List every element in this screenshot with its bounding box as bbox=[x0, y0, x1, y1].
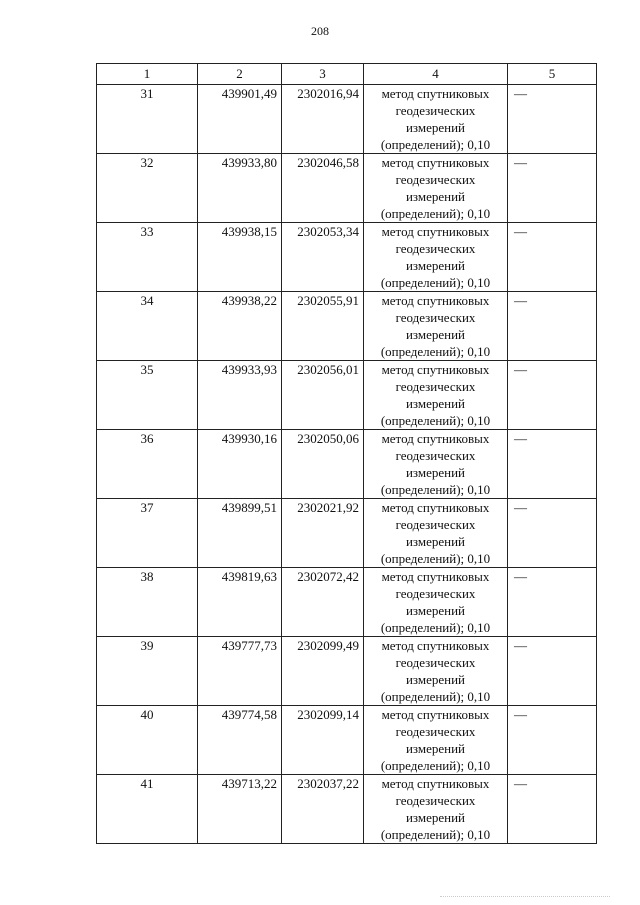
x-coordinate-cell: 439899,51 bbox=[198, 499, 282, 568]
note-cell: — bbox=[508, 154, 597, 223]
method-text-line: метод спутниковых bbox=[381, 638, 490, 653]
method-text-line: метод спутниковых bbox=[381, 155, 490, 170]
x-coordinate-cell: 439713,22 bbox=[198, 775, 282, 844]
method-cell bbox=[364, 637, 508, 706]
page-number: 208 bbox=[311, 24, 329, 38]
method-text-line: измерений bbox=[405, 534, 466, 549]
table-row bbox=[97, 568, 597, 637]
y-coordinate-cell: 2302046,58 bbox=[282, 154, 364, 223]
x-coordinate-cell: 439819,63 bbox=[198, 568, 282, 637]
table-row bbox=[97, 85, 597, 154]
x-coordinate-cell: 439933,93 bbox=[198, 361, 282, 430]
method-text-line: измерений bbox=[405, 465, 466, 480]
y-coordinate-cell: 2302053,34 bbox=[282, 223, 364, 292]
method-text-line: метод спутниковых bbox=[381, 776, 490, 791]
method-text-line: (определений); 0,10 bbox=[380, 758, 491, 773]
note-cell: — bbox=[508, 775, 597, 844]
column-header: 3 bbox=[282, 64, 364, 85]
y-coordinate-cell: 2302050,06 bbox=[282, 430, 364, 499]
table-row bbox=[97, 430, 597, 499]
method-text-line: (определений); 0,10 bbox=[380, 206, 491, 221]
table-body bbox=[97, 85, 597, 844]
point-number-cell: 32 bbox=[97, 154, 198, 223]
scan-artifact bbox=[440, 896, 610, 901]
point-number-cell: 41 bbox=[97, 775, 198, 844]
method-cell bbox=[364, 706, 508, 775]
method-text-line: измерений bbox=[405, 810, 466, 825]
method-text-line: (определений); 0,10 bbox=[380, 344, 491, 359]
table-row bbox=[97, 361, 597, 430]
column-header: 4 bbox=[364, 64, 508, 85]
point-number-cell: 36 bbox=[97, 430, 198, 499]
x-coordinate-cell: 439774,58 bbox=[198, 706, 282, 775]
method-text-line: (определений); 0,10 bbox=[380, 482, 491, 497]
method-text-line: измерений bbox=[405, 258, 466, 273]
note-cell: — bbox=[508, 85, 597, 154]
y-coordinate-cell: 2302072,42 bbox=[282, 568, 364, 637]
method-text-line: (определений); 0,10 bbox=[380, 551, 491, 566]
method-text-line: измерений bbox=[405, 120, 466, 135]
y-coordinate-cell: 2302055,91 bbox=[282, 292, 364, 361]
method-text-line: (определений); 0,10 bbox=[380, 620, 491, 635]
method-cell bbox=[364, 430, 508, 499]
note-cell: — bbox=[508, 361, 597, 430]
method-text-line: геодезических bbox=[395, 379, 476, 394]
note-cell: — bbox=[508, 430, 597, 499]
table-row bbox=[97, 292, 597, 361]
method-text-line: метод спутниковых bbox=[381, 707, 490, 722]
table-row bbox=[97, 223, 597, 292]
method-cell bbox=[364, 499, 508, 568]
table-row bbox=[97, 775, 597, 844]
method-text-line: (определений); 0,10 bbox=[380, 689, 491, 704]
table-header-row bbox=[97, 64, 597, 85]
x-coordinate-cell: 439901,49 bbox=[198, 85, 282, 154]
x-coordinate-cell: 439930,16 bbox=[198, 430, 282, 499]
method-text-line: геодезических bbox=[395, 448, 476, 463]
x-coordinate-cell: 439933,80 bbox=[198, 154, 282, 223]
column-header: 2 bbox=[198, 64, 282, 85]
method-cell bbox=[364, 775, 508, 844]
y-coordinate-cell: 2302099,14 bbox=[282, 706, 364, 775]
y-coordinate-cell: 2302037,22 bbox=[282, 775, 364, 844]
method-text-line: метод спутниковых bbox=[381, 362, 490, 377]
method-cell bbox=[364, 223, 508, 292]
method-text-line: (определений); 0,10 bbox=[380, 137, 491, 152]
method-text-line: геодезических bbox=[395, 517, 476, 532]
table-row bbox=[97, 499, 597, 568]
method-text-line: (определений); 0,10 bbox=[380, 275, 491, 290]
method-text-line: (определений); 0,10 bbox=[380, 827, 491, 842]
note-cell: — bbox=[508, 637, 597, 706]
method-cell bbox=[364, 361, 508, 430]
method-text-line: геодезических bbox=[395, 103, 476, 118]
y-coordinate-cell: 2302099,49 bbox=[282, 637, 364, 706]
method-text-line: геодезических bbox=[395, 586, 476, 601]
point-number-cell: 39 bbox=[97, 637, 198, 706]
point-number-cell: 34 bbox=[97, 292, 198, 361]
method-text-line: измерений bbox=[405, 603, 466, 618]
method-text-line: метод спутниковых bbox=[381, 86, 490, 101]
method-text-line: геодезических bbox=[395, 172, 476, 187]
column-header: 1 bbox=[97, 64, 198, 85]
method-text-line: геодезических bbox=[395, 793, 476, 808]
method-text-line: метод спутниковых bbox=[381, 569, 490, 584]
point-number-cell: 33 bbox=[97, 223, 198, 292]
method-cell bbox=[364, 154, 508, 223]
method-text-line: метод спутниковых bbox=[381, 431, 490, 446]
method-text-line: метод спутниковых bbox=[381, 500, 490, 515]
x-coordinate-cell: 439777,73 bbox=[198, 637, 282, 706]
y-coordinate-cell: 2302021,92 bbox=[282, 499, 364, 568]
note-cell: — bbox=[508, 706, 597, 775]
y-coordinate-cell: 2302016,94 bbox=[282, 85, 364, 154]
point-number-cell: 40 bbox=[97, 706, 198, 775]
table-row bbox=[97, 637, 597, 706]
x-coordinate-cell: 439938,15 bbox=[198, 223, 282, 292]
x-coordinate-cell: 439938,22 bbox=[198, 292, 282, 361]
method-text-line: геодезических bbox=[395, 724, 476, 739]
point-number-cell: 38 bbox=[97, 568, 198, 637]
y-coordinate-cell: 2302056,01 bbox=[282, 361, 364, 430]
method-cell bbox=[364, 292, 508, 361]
note-cell: — bbox=[508, 568, 597, 637]
method-text-line: измерений bbox=[405, 189, 466, 204]
method-text-line: геодезических bbox=[395, 655, 476, 670]
point-number-cell: 37 bbox=[97, 499, 198, 568]
method-text-line: измерений bbox=[405, 327, 466, 342]
note-cell: — bbox=[508, 292, 597, 361]
coordinates-table bbox=[96, 63, 597, 844]
method-cell bbox=[364, 568, 508, 637]
method-text-line: геодезических bbox=[395, 310, 476, 325]
method-cell bbox=[364, 85, 508, 154]
method-text-line: (определений); 0,10 bbox=[380, 413, 491, 428]
method-text-line: метод спутниковых bbox=[381, 224, 490, 239]
method-text-line: измерений bbox=[405, 672, 466, 687]
method-text-line: измерений bbox=[405, 396, 466, 411]
method-text-line: геодезических bbox=[395, 241, 476, 256]
column-header: 5 bbox=[508, 64, 597, 85]
note-cell: — bbox=[508, 499, 597, 568]
table-row bbox=[97, 154, 597, 223]
point-number-cell: 35 bbox=[97, 361, 198, 430]
table-row bbox=[97, 706, 597, 775]
method-text-line: измерений bbox=[405, 741, 466, 756]
note-cell: — bbox=[508, 223, 597, 292]
point-number-cell: 31 bbox=[97, 85, 198, 154]
method-text-line: метод спутниковых bbox=[381, 293, 490, 308]
